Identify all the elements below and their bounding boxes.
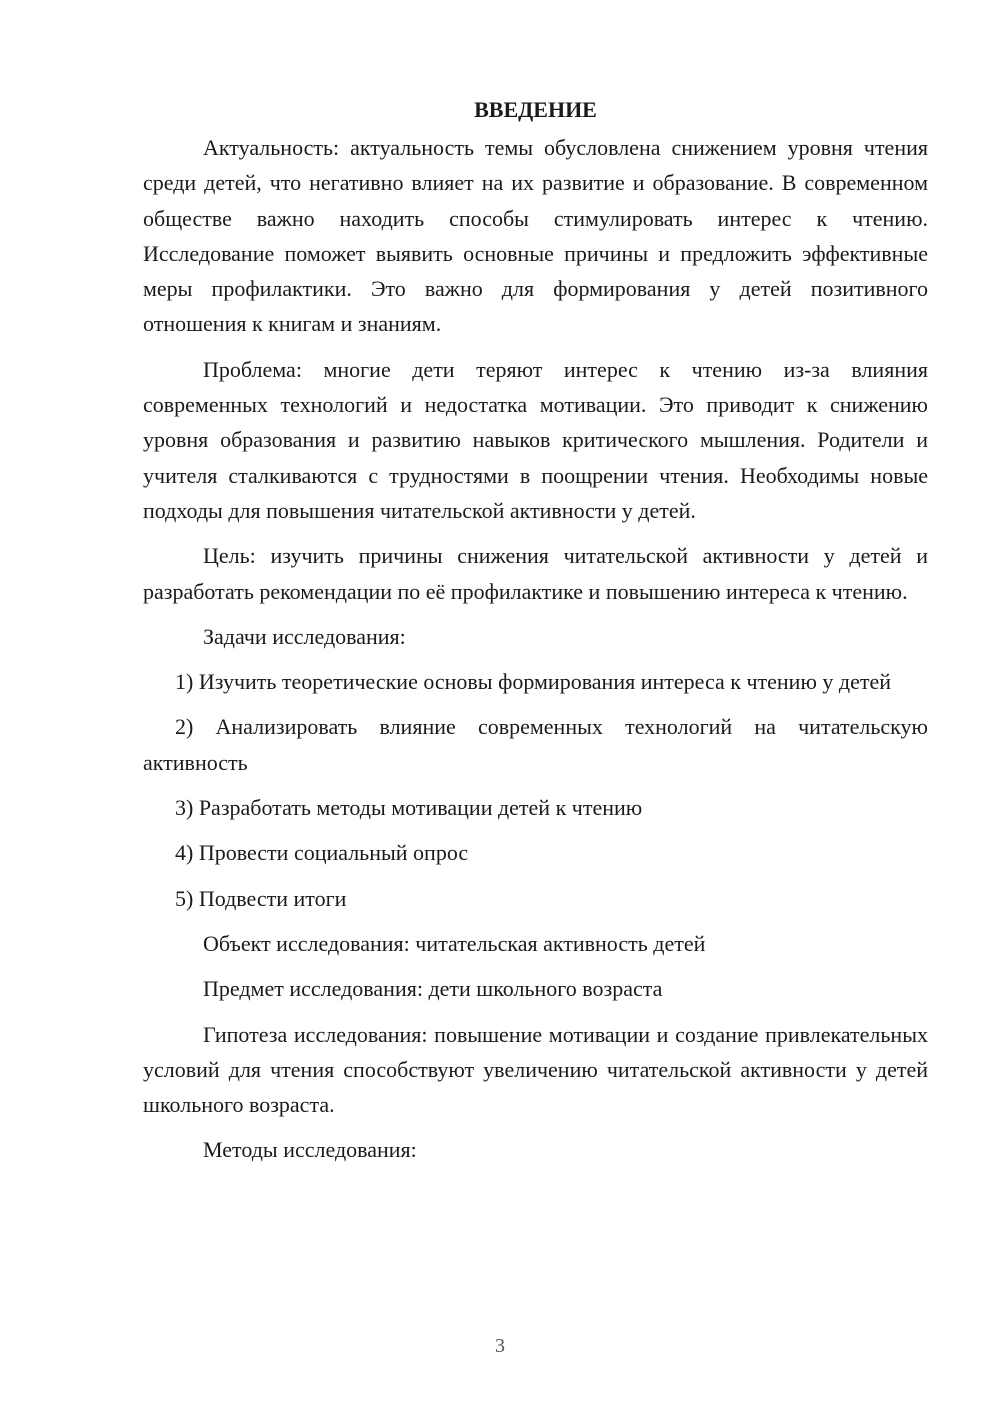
list-item: 2) Анализировать влияние современных технологий на читательскую активность (143, 714, 928, 775)
page-number: 3 (495, 1335, 505, 1357)
list-item: 4) Провести социальный опрос (175, 840, 469, 866)
relevance-paragraph: Актуальность: актуальность темы обусловлена снижением уровня чтения среди детей, что негативно влияет на их развитие и образование. В современном обществе важно находить способы стимулировать интерес к чтению. Исследование поможет выявить основные причины и предложить эффективные меры профилактики. Это важно для формирования у детей позитивного отношения к книгам и знаниям. (143, 135, 928, 337)
goal-paragraph: Цель: изучить причины снижения читательской активности у детей и разработать рекомендации по её профилактике и повышению интереса к чтению. (143, 543, 928, 604)
list-item: 5) Подвести итоги (175, 885, 347, 911)
object-paragraph: Объект исследования: читательская активность детей (203, 930, 706, 956)
document-page (143, 92, 928, 1178)
problem-paragraph: Проблема: многие дети теряют интерес к чтению из-за влияния современных технологий и недостатка мотивации. Это приводит к снижению уровня образования и развитию навыков критического мышления. Родители и учителя сталкиваются с трудностями в поощрении чтения. Необходимы новые подходы для повышения читательской активности у детей. (143, 356, 928, 523)
hypothesis-paragraph: Гипотеза исследования: повышение мотивации и создание привлекательных условий для чтения способствуют увеличению читательской активности у детей школьного возраста. (143, 1021, 928, 1118)
list-item: 1) Изучить теоретические основы формирования интереса к чтению у детей (175, 669, 891, 695)
list-item: 3) Разработать методы мотивации детей к чтению (175, 795, 643, 821)
subject-paragraph: Предмет исследования: дети школьного возраста (203, 976, 663, 1002)
methods-heading: Методы исследования: (203, 1137, 417, 1163)
page-title: ВВЕДЕНИЕ (474, 97, 597, 122)
tasks-heading: Задачи исследования: (203, 623, 406, 649)
